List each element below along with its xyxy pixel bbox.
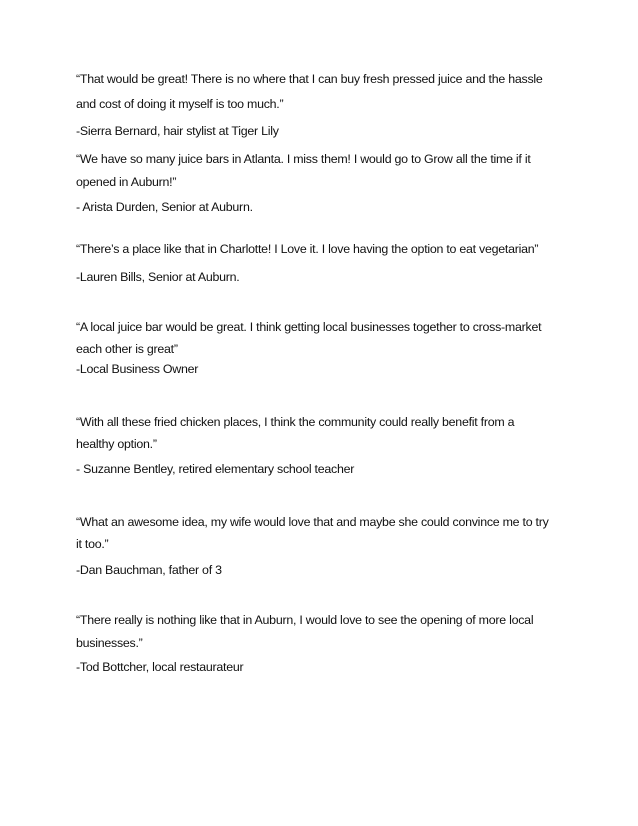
- quote-line: opened in Auburn!”: [76, 175, 177, 189]
- quote-attribution: - Arista Durden, Senior at Auburn.: [76, 200, 253, 214]
- quote-line: businesses.”: [76, 636, 143, 650]
- quote-line: “What an awesome idea, my wife would love that and maybe she could convince me to try: [76, 515, 549, 529]
- quote-line: healthy option.”: [76, 437, 157, 451]
- quote-attribution: -Dan Bauchman, father of 3: [76, 563, 222, 577]
- quote-line: each other is great”: [76, 342, 178, 356]
- quote-attribution: - Suzanne Bentley, retired elementary school teacher: [76, 462, 355, 476]
- quote-line: “A local juice bar would be great. I think getting local businesses together to cross-market: [76, 320, 542, 334]
- quote-line: and cost of doing it myself is too much.”: [76, 97, 284, 111]
- quote-line: “There really is nothing like that in Auburn, I would love to see the opening of more local: [76, 613, 534, 627]
- quote-line: “There’s a place like that in Charlotte! I Love it. I love having the option to eat vegetarian”: [76, 242, 539, 256]
- quote-attribution: -Local Business Owner: [76, 362, 199, 376]
- quote-line: “That would be great! There is no where that I can buy fresh pressed juice and the hassle: [76, 72, 543, 86]
- quote-line: “We have so many juice bars in Atlanta. I miss them! I would go to Grow all the time if it: [76, 152, 531, 166]
- quote-line: “With all these fried chicken places, I think the community could really benefit from a: [76, 415, 515, 429]
- quote-line: it too.”: [76, 537, 109, 551]
- quote-attribution: -Tod Bottcher, local restaurateur: [76, 660, 244, 674]
- quote-attribution: -Lauren Bills, Senior at Auburn.: [76, 270, 240, 284]
- quote-attribution: -Sierra Bernard, hair stylist at Tiger Lily: [76, 124, 279, 138]
